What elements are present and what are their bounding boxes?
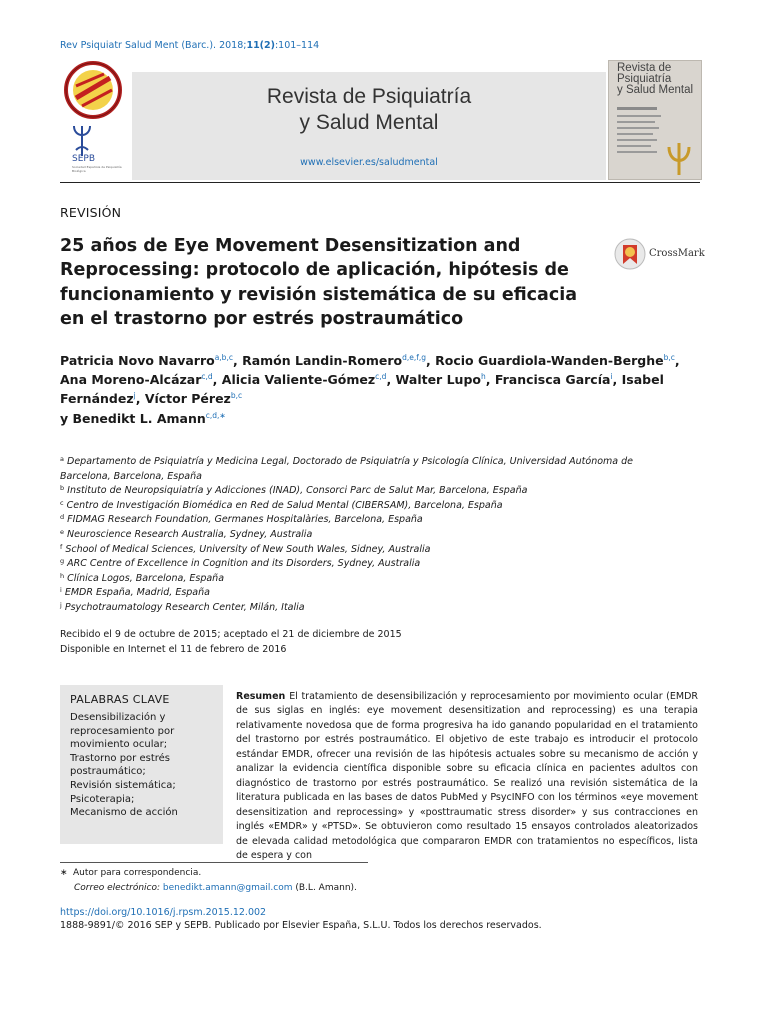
abstract-text: El tratamiento de desensibilización y reprocesamiento por movimiento ocular (EMDR de sus siglas en inglés: eye movement desensitization and reprocessing) es una terapia relativamente novedosa que de forma progresiva ha ido ganando popularidad en el tratamiento del trastorno por estrés postraumático. El objetivo de este trabajo es introducir el protocolo estándar EMDR, ofrecer una revisión de las hipótesis actuales sobre su mecanismo de acción y analizar la evidencia científica disponible sobre su eficacia clínica en pacientes adultos con diagnóstico de trastorno por estrés postraumático. Se realizó una revisión sistemática de la literatura publicada en las bases de datos PubMed y PsycINFO con los términos «eye movement desensitization and reprocessing» y «posttraumatic stress disorder» y sus contracciones en inglés «EMDR» y «PTSD». Se obtuvieron como resultado 15 ensayos controlados aleatorizados de elevada calidad metodológica que compararon EMDR con tratamientos no específicos, lista de espera y con xyxy=(236,691,698,861)
keyword-item: Mecanismo de acción xyxy=(70,807,178,819)
abstract-lead: Resumen xyxy=(236,691,286,702)
header-divider xyxy=(60,182,700,183)
journal-header xyxy=(60,60,700,180)
crossmark-badge[interactable] xyxy=(614,238,704,272)
affiliation-item: $^b$ Instituto de Neuropsiquiatría y Adicciones (INAD), Consorci Parc de Salut Mar, Barcelona, España xyxy=(60,484,528,497)
abstract xyxy=(236,690,698,863)
author: Ana Moreno-Alcázar$^{c,d}$, xyxy=(60,372,222,388)
sepb-logo-text: SEPB xyxy=(72,154,96,164)
email-suffix: (B.L. Amann). xyxy=(295,882,357,893)
citation-journal: Rev Psiquiatr Salud Ment (Barc.). 2018; xyxy=(60,40,247,51)
keyword-item: Trastorno por estrés postraumático; xyxy=(70,752,170,778)
journal-title-line1: Revista de Psiquiatría xyxy=(266,85,472,108)
sepb-psi-icon xyxy=(70,124,94,158)
affiliation-item: $^a$ Departamento de Psiquiatría y Medicina Legal, Doctorado de Psiquiatría y Psicología Clínica, Universidad Autónoma de Barcelona, Barcelona, España xyxy=(60,455,634,482)
crossmark-icon xyxy=(614,238,646,270)
email-link[interactable]: benedikt.amann@gmail.com xyxy=(162,882,293,893)
affiliation-item: $^j$ Psychotraumatology Research Center, Milán, Italia xyxy=(60,600,305,613)
crossmark-label: CrossMark xyxy=(649,248,705,259)
affiliation-item: $^d$ FIDMAG Research Foundation, Germanes Hospitalàries, Barcelona, España xyxy=(60,513,423,526)
cover-title-line1: Revista de xyxy=(617,62,672,74)
affiliation-list xyxy=(60,455,680,616)
received-date: Recibido el 9 de octubre de 2015; aceptado el 21 de diciembre de 2015 xyxy=(60,629,402,640)
online-date: Disponible en Internet el 11 de febrero de 2016 xyxy=(60,643,287,655)
author-list xyxy=(60,351,680,428)
citation-line xyxy=(60,40,319,51)
keyword-item: Revisión sistemática; xyxy=(70,779,176,791)
author: Rocio Guardiola-Wanden-Berghe$^{b,c}$, xyxy=(435,353,680,368)
affiliation-item: $^i$ EMDR España, Madrid, España xyxy=(60,586,210,599)
keyword-item: Desensibilización y reprocesamiento por movimiento ocular; xyxy=(70,712,175,751)
affiliation-item: $^h$ Clínica Logos, Barcelona, España xyxy=(60,571,225,584)
corresponding-author-text: Autor para correspondencia. xyxy=(73,868,202,878)
cover-art-icon xyxy=(615,107,695,177)
article-dates xyxy=(60,628,402,657)
author: Alicia Valiente-Gómez$^{c,d}$, xyxy=(221,372,396,388)
footnote-divider xyxy=(60,862,368,863)
journal-cover-thumbnail xyxy=(608,60,702,180)
footnote xyxy=(60,866,357,895)
author: Francisca García$^i$, xyxy=(494,372,622,388)
copyright-notice: 1888-9891/© 2016 SEP y SEPB. Publicado por Elsevier España, S.L.U. Todos los derechos reservados. xyxy=(60,920,542,931)
keywords-heading: PALABRAS CLAVE xyxy=(70,693,170,706)
keywords-box xyxy=(60,685,223,844)
sepb-logo-subtext: Sociedad Española de Psiquiatría Biológica xyxy=(72,165,122,173)
affiliation-item: $^f$ School of Medical Sciences, University of New South Wales, Sidney, Australia xyxy=(60,542,431,555)
email-label: Correo electrónico: xyxy=(74,882,161,893)
journal-banner xyxy=(132,72,606,180)
corresponding-author-note xyxy=(60,866,357,881)
affiliation-item: $^e$ Neuroscience Research Australia, Sydney, Australia xyxy=(60,527,313,540)
affiliation-item: $^c$ Centro de Investigación Biomédica en Red de Salud Mental (CIBERSAM), Barcelona, España xyxy=(60,498,503,511)
author: Patricia Novo Navarro$^{a,b,c}$, xyxy=(60,353,243,368)
society-logos xyxy=(60,60,126,180)
journal-title-line2: y Salud Mental xyxy=(299,111,439,134)
author: y Benedikt L. Amann$^{c,d,∗}$ xyxy=(60,410,226,426)
footnote-marker: ∗ xyxy=(60,868,68,878)
citation-volume-issue: 11(2) xyxy=(246,40,275,51)
cover-title-line2: Psiquiatría xyxy=(617,73,672,85)
author: Ramón Landin-Romero$^{d,e,f,g}$, xyxy=(242,353,436,368)
keyword-item: Psicoterapia; xyxy=(70,793,135,805)
author: Víctor Pérez$^{b,c}$ xyxy=(144,391,243,407)
citation-pages: :101–114 xyxy=(274,40,320,51)
article-title: 25 años de Eye Movement Desensitization and Reprocessing: protocolo de aplicación, hipótesis de funcionamiento y revisión sistemática de su eficacia en el trastorno por estrés postraumático xyxy=(60,236,578,329)
author: Walter Lupo$^h$, xyxy=(395,372,495,388)
keywords-list xyxy=(70,711,220,820)
section-label: REVISIÓN xyxy=(60,205,122,220)
affiliation-item: $^g$ ARC Centre of Excellence in Cognition and its Disorders, Sydney, Australia xyxy=(60,557,421,570)
journal-url-link[interactable]: www.elsevier.es/saludmental xyxy=(300,157,438,168)
cover-title-line3: y Salud Mental xyxy=(617,84,694,96)
cover-title xyxy=(617,63,699,96)
author: Isabel Fernández$^j$, xyxy=(60,372,664,407)
doi-link[interactable]: https://doi.org/10.1016/j.rpsm.2015.12.002 xyxy=(60,907,267,918)
journal-title xyxy=(132,84,606,136)
email-note xyxy=(60,881,357,896)
